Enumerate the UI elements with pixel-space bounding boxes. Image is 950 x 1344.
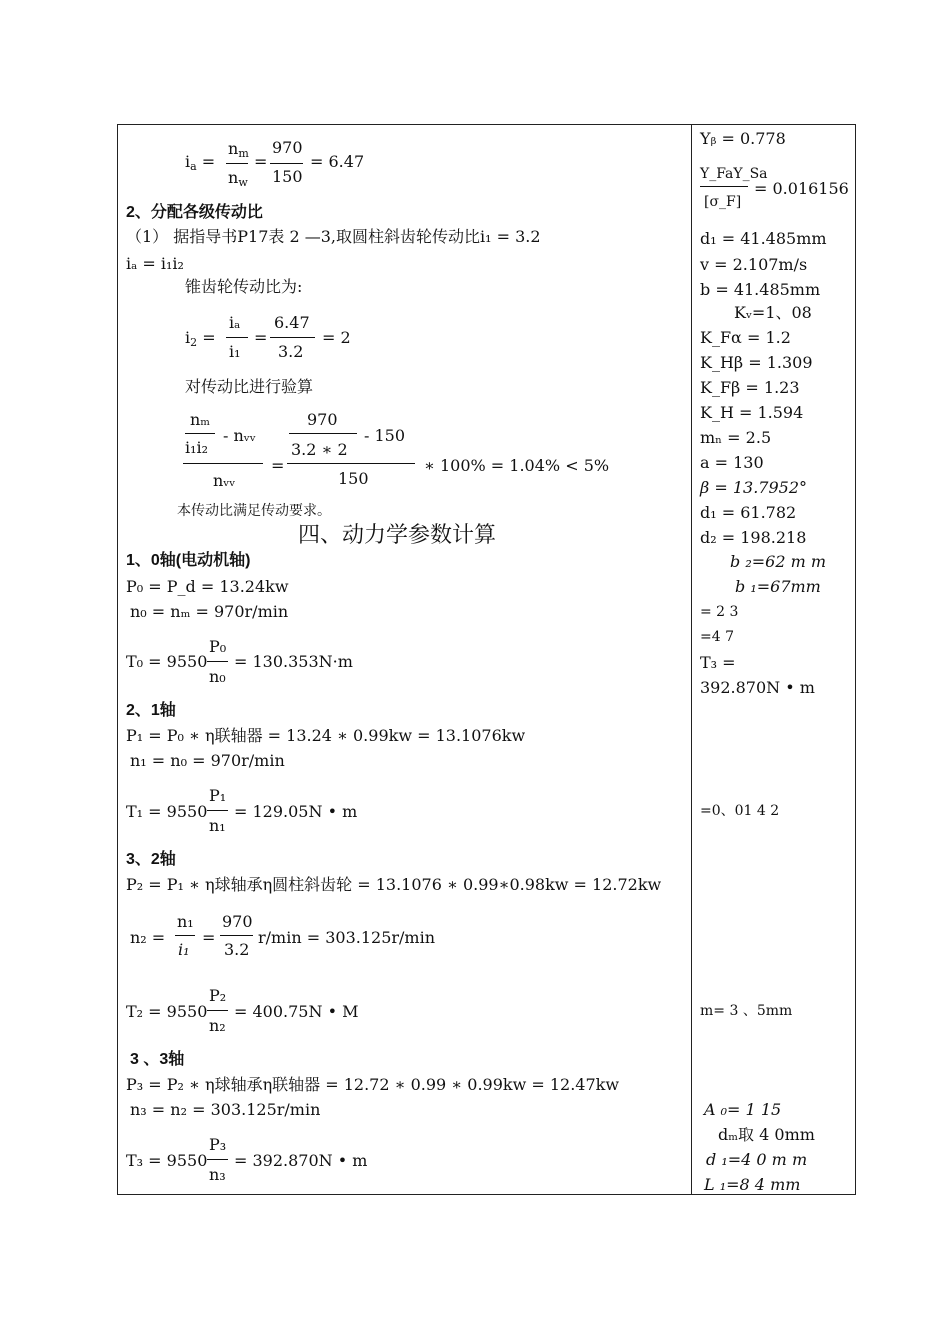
shaft-2-speed-num: n₁ (177, 912, 194, 931)
fraction-bar (207, 1159, 228, 1160)
shaft-0-speed: n₀ = nₘ = 970r/min (130, 602, 289, 621)
a0-value: A ₀= 1 15 (704, 1100, 782, 1119)
shaft-2-power: P₂ = P₁ ∗ η球轴承η圆柱斜齿轮 = 13.1076 ∗ 0.99∗0.98kw = 12.72kw (126, 875, 662, 894)
verify-title: 对传动比进行验算 (185, 377, 314, 396)
t3-value: 392.870N • m (700, 678, 815, 697)
section-2-title: 2、分配各级传动比 (126, 204, 263, 221)
ia-frac-num2: 970 (272, 138, 303, 157)
shaft-1-title: 2、1轴 (126, 702, 176, 719)
i2-result: = 2 (322, 328, 351, 347)
verify-note: 本传动比满足传动要求。 (177, 503, 331, 519)
fraction-bar (185, 433, 215, 434)
i2-frac-den: i₁ (229, 342, 241, 361)
verify-num: 970 (307, 410, 338, 429)
shaft-1-speed: n₁ = n₀ = 970r/min (130, 751, 285, 770)
shaft-2-torque-num: P₂ (209, 986, 227, 1005)
shaft-3-torque-result: = 392.870N • m (234, 1151, 368, 1170)
z2-value: =4 7 (700, 629, 734, 645)
fraction-bar (220, 935, 253, 936)
d1-second-value: d₁ = 61.782 (700, 503, 797, 522)
l1-value: L ₁=8 4 mm (704, 1175, 801, 1194)
shaft-3-title: 3 、3轴 (130, 1051, 185, 1068)
d1-third-value: d ₁=4 0 m m (706, 1150, 808, 1169)
fraction-bar (289, 433, 357, 434)
shaft-1-torque-result: = 129.05N • m (234, 802, 358, 821)
shaft-0-torque-den: n₀ (209, 667, 226, 686)
i2-frac-den2: 3.2 (278, 342, 304, 361)
column-divider (691, 124, 692, 1195)
y-beta: Yᵦ = 0.778 (700, 129, 786, 148)
shaft-1-torque-lhs: T₁ = 9550 (126, 802, 208, 821)
equals-sign: = (271, 456, 285, 475)
fraction-bar (270, 337, 315, 338)
d1-value: d₁ = 41.485mm (700, 229, 827, 248)
fraction-bar (207, 661, 228, 662)
fraction-bar (207, 1010, 228, 1011)
fraction-bar (270, 163, 303, 164)
d2-value: d₂ = 198.218 (700, 528, 807, 547)
b1-value: b ₁=67mm (735, 577, 821, 596)
shaft-2-speed-num2: 970 (222, 912, 253, 931)
verify-nm: nₘ (190, 410, 211, 429)
fraction-bar-main (183, 463, 263, 464)
verify-minus-nw: - nᵥᵥ (223, 426, 256, 445)
equals-sign: = (202, 928, 216, 947)
equals-sign: = (254, 152, 268, 171)
verify-den-150: 150 (338, 469, 369, 488)
ia-frac-num: $n_m$ (228, 139, 249, 160)
z1-value: = 2 3 (700, 604, 739, 620)
shaft-2-speed-lhs: n₂ = (130, 928, 166, 947)
ratio-value: =0、01 4 2 (700, 803, 780, 819)
shaft-0-power: P₀ = P_d = 13.24kw (126, 577, 289, 596)
beta-value: β = 13.7952° (700, 478, 807, 497)
dm-value: dₘ取 4 0mm (718, 1125, 815, 1144)
sigma-f-den: [σ_F] (704, 194, 742, 210)
shaft-2-speed-den: i₁ (178, 940, 190, 959)
shaft-2-title: 3、2轴 (126, 851, 176, 868)
verify-den: 3.2 ∗ 2 (291, 440, 348, 459)
fraction-bar (700, 186, 748, 187)
shaft-1-power: P₁ = P₀ ∗ η联轴器 = 13.24 ∗ 0.99kw = 13.1076kw (126, 726, 526, 745)
yfa-ysa-value: = 0.016156 (754, 179, 849, 198)
kv-value: Kᵥ=1、08 (734, 303, 812, 322)
kh-value: K_H = 1.594 (700, 403, 804, 422)
fraction-bar-main (287, 463, 415, 464)
shaft-2-speed-result: r/min = 303.125r/min (258, 928, 436, 947)
shaft-3-torque-den: n₃ (209, 1165, 226, 1184)
a-value: a = 130 (700, 453, 764, 472)
shaft-0-title: 1、0轴(电动机轴) (126, 552, 251, 569)
ia-equation-lhs: $i_a$ = (185, 152, 216, 173)
verify-result: ∗ 100% = 1.04% < 5% (424, 456, 610, 475)
yfa-ysa-num: Y_FaY_Sa (700, 166, 768, 182)
kf-beta-value: K_Fβ = 1.23 (700, 378, 800, 397)
v-value: v = 2.107m/s (700, 255, 808, 274)
fraction-bar (226, 337, 248, 338)
ia-frac-den: $n_w$ (228, 168, 248, 189)
b-value: b = 41.485mm (700, 280, 821, 299)
i2-frac-num2: 6.47 (274, 313, 310, 332)
shaft-2-torque-lhs: T₂ = 9550 (126, 1002, 208, 1021)
kf-alpha-value: K_Fα = 1.2 (700, 328, 791, 347)
section-2-line-1: （1） 据指导书P17表 2 —3,取圆柱斜齿轮传动比i₁ = 3.2 (126, 227, 541, 246)
b2-value: b ₂=62 m m (730, 552, 827, 571)
section-2-line-3: 锥齿轮传动比为: (185, 277, 303, 296)
verify-minus-150: - 150 (364, 426, 406, 445)
shaft-0-torque-num: P₀ (209, 637, 227, 656)
shaft-3-speed: n₃ = n₂ = 303.125r/min (130, 1100, 321, 1119)
i2-equation-lhs: $i_2$ = (185, 328, 216, 349)
equals-sign: = (254, 328, 268, 347)
kh-beta-value: K_Hβ = 1.309 (700, 353, 813, 372)
module-value: m= 3 、5mm (700, 1003, 793, 1019)
shaft-2-torque-den: n₂ (209, 1016, 226, 1035)
fraction-bar (175, 935, 195, 936)
section-2-line-2: iₐ = i₁i₂ (126, 254, 184, 273)
mn-value: mₙ = 2.5 (700, 428, 772, 447)
shaft-3-power: P₃ = P₂ ∗ η球轴承η联轴器 = 12.72 ∗ 0.99 ∗ 0.99kw = 12.47kw (126, 1075, 620, 1094)
shaft-0-torque-result: = 130.353N·m (234, 652, 353, 671)
shaft-3-torque-lhs: T₃ = 9550 (126, 1151, 208, 1170)
fraction-bar (207, 810, 228, 811)
ia-result: = 6.47 (310, 152, 365, 171)
shaft-1-torque-num: P₁ (209, 786, 227, 805)
fraction-bar (226, 163, 248, 164)
shaft-0-torque-lhs: T₀ = 9550 (126, 652, 208, 671)
ia-frac-den2: 150 (272, 167, 303, 186)
i2-frac-num: iₐ (229, 313, 241, 332)
shaft-2-speed-den2: 3.2 (224, 940, 250, 959)
shaft-2-torque-result: = 400.75N • M (234, 1002, 359, 1021)
verify-nw: nᵥᵥ (213, 471, 236, 490)
section-4-title: 四、动力学参数计算 (298, 523, 497, 548)
t3-label: T₃ = (700, 653, 736, 672)
shaft-1-torque-den: n₁ (209, 816, 226, 835)
verify-i1i2: i₁i₂ (185, 438, 209, 457)
shaft-3-torque-num: P₃ (209, 1135, 227, 1154)
